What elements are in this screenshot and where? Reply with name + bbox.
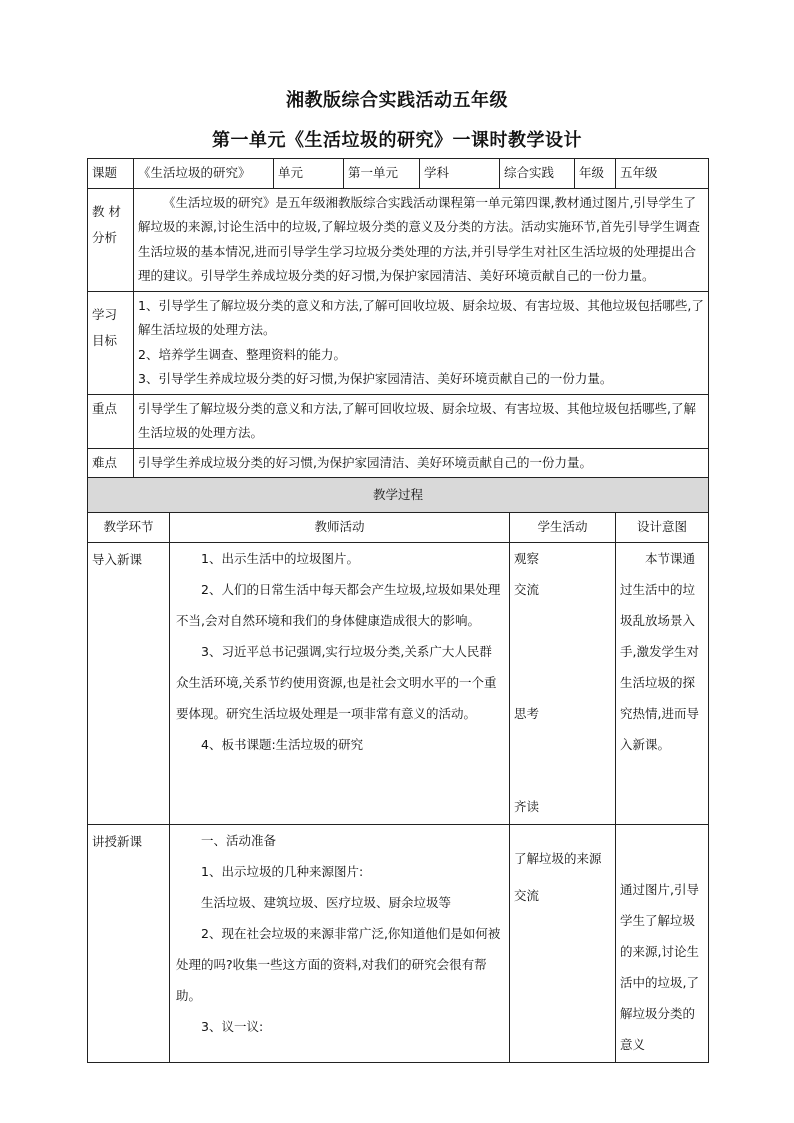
objective-item: 3、引导学生养成垃圾分类的好习惯,为保护家园清洁、美好环境贡献自己的一份力量。	[138, 371, 613, 386]
unit-value: 第一单元	[344, 159, 420, 189]
key-point-label: 重点	[88, 394, 134, 448]
process-row-teach	[88, 824, 709, 1062]
document-title: 湘教版综合实践活动五年级	[286, 90, 508, 111]
process-heading-row	[88, 478, 709, 513]
process-columns-row	[88, 513, 709, 543]
subject-label: 学科	[420, 159, 500, 189]
lesson-label: 课题	[88, 159, 134, 189]
document-subtitle: 第一单元《生活垃圾的研究》一课时教学设计	[212, 130, 582, 151]
student-teach: 了解垃圾的来源 交流	[510, 824, 616, 1062]
teacher-teach: 一、活动准备 1、出示垃圾的几种来源图片: 生活垃圾、建筑垃圾、医疗垃圾、厨余垃圾等 2、现在社会垃圾的来源非常广泛,你知道他们是如何被处理的吗?收集一些这方面的资料,对我们的研究会很有帮助。 3、议一议:	[170, 824, 510, 1062]
difficulty-text: 引导学生养成垃圾分类的好习惯,为保护家园清洁、美好环境贡献自己的一份力量。	[134, 448, 709, 478]
unit-label: 单元	[274, 159, 344, 189]
analysis-text: 《生活垃圾的研究》是五年级湘教版综合实践活动课程第一单元第四课,教材通过图片,引导学生了解垃圾的来源,讨论生活中的垃圾,了解垃圾分类的意义及分类的方法。活动实施环节,首先引导学生调查生活垃圾的基本情况,进而引导学生学习垃圾分类处理的方法,并引导学生对社区生活垃圾的处理提出合理的建议。引导学生养成垃圾分类的好习惯,为保护家园清洁、美好环境贡献自己的一份力量。	[134, 188, 709, 291]
teacher-intro: 1、出示生活中的垃圾图片。 2、人们的日常生活中每天都会产生垃圾,垃圾如果处理不当,会对自然环境和我们的身体健康造成很大的影响。 3、习近平总书记强调,实行垃圾分类,关系广大人民群众生活环境,关系节约使用资源,也是社会文明水平的一个重要体现。研究生活垃圾处理是一项非常有意义的活动。 4、板书课题:生活垃圾的研究	[170, 542, 510, 824]
intent-intro: 本节课通过生活中的垃圾乱放场景入手,激发学生对生活垃圾的探究热情,进而导入新课。	[616, 542, 709, 824]
stage-teach: 讲授新课	[88, 824, 170, 1062]
subject-value: 综合实践	[500, 159, 575, 189]
lesson-value: 《生活垃圾的研究》	[134, 159, 274, 189]
student-intro: 观察 交流 思考 齐读	[510, 542, 616, 824]
objectives-label: 学习 目标	[88, 291, 134, 394]
analysis-row	[88, 188, 709, 291]
intent-teach: 通过图片,引导学生了解垃圾的来源,讨论生活中的垃圾,了解垃圾分类的意义	[616, 824, 709, 1062]
grade-value: 五年级	[616, 159, 709, 189]
col-teacher: 教师活动	[170, 513, 510, 543]
col-intent: 设计意图	[616, 513, 709, 543]
analysis-label: 教 材 分析	[88, 188, 134, 291]
objective-item: 1、引导学生了解垃圾分类的意义和方法,了解可回收垃圾、厨余垃圾、有害垃圾、其他垃圾包括哪些,了解生活垃圾的处理方法。	[138, 297, 704, 337]
key-point-text: 引导学生了解垃圾分类的意义和方法,了解可回收垃圾、厨余垃圾、有害垃圾、其他垃圾包括哪些,了解生活垃圾的处理方法。	[134, 394, 709, 448]
grade-label: 年级	[575, 159, 616, 189]
objective-item: 2、培养学生调查、整理资料的能力。	[138, 346, 346, 362]
objectives-row	[88, 291, 709, 394]
header-row	[88, 159, 709, 189]
difficulty-label: 难点	[88, 448, 134, 478]
process-heading: 教学过程	[88, 478, 709, 513]
objectives-list	[134, 291, 709, 394]
key-point-row	[88, 394, 709, 448]
lesson-plan-table	[87, 158, 709, 1063]
difficulty-row	[88, 448, 709, 478]
col-stage: 教学环节	[88, 513, 170, 543]
stage-intro: 导入新课	[88, 542, 170, 824]
col-student: 学生活动	[510, 513, 616, 543]
process-row-intro	[88, 542, 709, 824]
